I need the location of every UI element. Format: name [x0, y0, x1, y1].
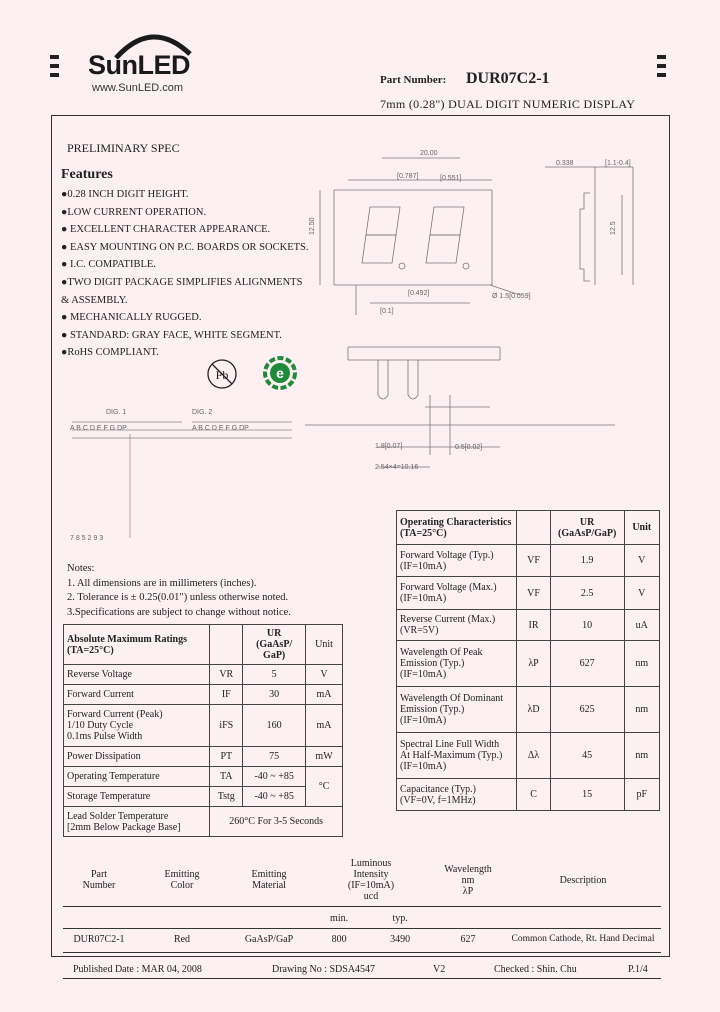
- svg-text:1.8[0.07]: 1.8[0.07]: [375, 443, 403, 450]
- bt-header-material: Emitting Material: [251, 869, 287, 891]
- svg-text:2.54×4=10.16: 2.54×4=10.16: [375, 464, 419, 471]
- feature-item: ●RoHS COMPLIANT.: [61, 347, 159, 359]
- oc-row: Wavelength Of Dominant Emission (Typ.) (IF=10mA) λD 625 nm: [397, 687, 660, 733]
- feature-item: ●LOW CURRENT OPERATION.: [61, 206, 207, 218]
- table-rule: [63, 928, 661, 929]
- note-item: 3.Specifications are subject to change without notice.: [67, 607, 291, 619]
- feature-item: ● EASY MOUNTING ON P.C. BOARDS OR SOCKETS.: [61, 241, 309, 253]
- svg-text:DIG. 2: DIG. 2: [192, 409, 213, 416]
- operating-characteristics-table: [396, 510, 660, 811]
- part-number-label: Part Number:: [380, 74, 447, 86]
- features-title: Features: [61, 167, 113, 182]
- checked-by: Checked : Shin. Chu: [494, 964, 577, 975]
- absolute-max-ratings-table: [63, 624, 343, 837]
- oc-row: Capacitance (Typ.) (VF=0V, f=1MHz) C 15 pF: [397, 779, 660, 811]
- notes-block: [67, 562, 291, 621]
- package-dimension-drawing: [300, 135, 660, 480]
- brand-logo: SunLED: [88, 50, 190, 80]
- left-bars-icon: [50, 55, 59, 82]
- page-number: P.1/4: [628, 964, 648, 975]
- feature-item: ● STANDARD: GRAY FACE, WHITE SEGMENT.: [61, 329, 282, 341]
- oc-row: Spectral Line Full Width At Half-Maximum (Typ.) (IF=10mA) Δλ 45 nm: [397, 733, 660, 779]
- svg-text:DIG. 1: DIG. 1: [106, 409, 127, 416]
- footer-rule: [63, 978, 661, 979]
- svg-text:0.338: 0.338: [556, 160, 574, 167]
- temp-unit: °C: [306, 767, 343, 807]
- svg-text:[0.1]: [0.1]: [380, 308, 394, 315]
- bt-header-wavelength: Wavelength nm λP: [444, 863, 492, 897]
- product-description: 7mm (0.28") DUAL DIGIT NUMERIC DISPLAY: [380, 97, 636, 111]
- published-date: Published Date : MAR 04, 2008: [73, 964, 202, 975]
- bt-header-part: Part Number: [82, 869, 116, 891]
- svg-text:Ø 1.5[0.059]: Ø 1.5[0.059]: [492, 293, 531, 300]
- oc-row: Forward Voltage (Typ.) (IF=10mA) VF 1.9 V: [397, 545, 660, 577]
- amr-row: Forward Current IF 30 mA: [64, 685, 343, 705]
- svg-text:A B C D E F G DP: A B C D E F G DP: [70, 425, 127, 432]
- product-selection-table: [62, 852, 662, 950]
- version: V2: [433, 964, 446, 975]
- svg-text:[0.492]: [0.492]: [408, 290, 430, 297]
- svg-text:[0.551]: [0.551]: [440, 175, 462, 182]
- oc-header-ur: UR (GaAsP/GaP): [550, 511, 624, 545]
- svg-text:7 8 5 2 9 3: 7 8 5 2 9 3: [70, 535, 104, 542]
- feature-item: ●0.28 INCH DIGIT HEIGHT.: [61, 189, 189, 200]
- oc-row: Forward Voltage (Max.) (IF=10mA) VF 2.5 V: [397, 577, 660, 610]
- amr-row: Operating Temperature TA -40 ~ +85 °C: [64, 767, 343, 787]
- feature-item: ● MECHANICALLY RUGGED.: [61, 312, 202, 324]
- amr-header-unit: Unit: [306, 625, 343, 665]
- amr-row: Lead Solder Temperature [2mm Below Package Base] 260°C For 3-5 Seconds: [64, 807, 343, 837]
- bt-sub-min: min.: [330, 912, 349, 924]
- oc-row: Wavelength Of Peak Emission (Typ.) (IF=10mA) λP 627 nm: [397, 641, 660, 687]
- feature-item: ●TWO DIGIT PACKAGE SIMPLIFIES ALIGNMENTS: [61, 276, 303, 288]
- note-item: 1. All dimensions are in millimeters (inches).: [67, 577, 257, 589]
- oc-row: Reverse Current (Max.) (VR=5V) IR 10 uA: [397, 610, 660, 641]
- feature-item: & ASSEMBLY.: [61, 294, 128, 306]
- amr-header-ur: UR (GaAsP/ GaP): [243, 625, 306, 665]
- amr-row: Forward Current (Peak) 1/10 Duty Cycle 0.1ms Pulse Width iFS 160 mA: [64, 705, 343, 747]
- svg-text:A B C D E F G DP: A B C D E F G DP: [192, 425, 249, 432]
- svg-text:[1.1-0.4]: [1.1-0.4]: [605, 160, 631, 167]
- notes-title: Notes:: [67, 563, 95, 574]
- svg-text:12.5: 12.5: [610, 221, 617, 235]
- svg-text:20.00: 20.00: [420, 150, 438, 157]
- eco-label: e: [276, 365, 284, 381]
- oc-header-param: Operating Characteristics (TA=25°C): [397, 511, 517, 545]
- feature-item: ● I.C. COMPATIBLE.: [61, 259, 156, 271]
- svg-text:0.5[0.02]: 0.5[0.02]: [455, 444, 483, 451]
- table-rule: [63, 952, 661, 953]
- svg-text:[0.787]: [0.787]: [397, 173, 419, 180]
- oc-header-unit: Unit: [624, 511, 659, 545]
- bt-header-description: Description: [559, 874, 607, 886]
- note-item: 2. Tolerance is ± 0.25(0.01") unless otherwise noted.: [67, 592, 289, 604]
- spec-status: PRELIMINARY SPEC: [67, 141, 180, 155]
- table-rule: [63, 906, 661, 907]
- feature-item: ● EXCELLENT CHARACTER APPEARANCE.: [61, 224, 271, 236]
- features-list: [61, 186, 308, 362]
- pb-label: Pb: [215, 368, 229, 382]
- svg-text:12.50: 12.50: [309, 217, 316, 235]
- bt-row: DUR07C2-1 Red GaAsP/GaP 800 3490 627 Common Cathode, Rt. Hand Decimal: [73, 933, 655, 945]
- amr-row: Power Dissipation PT 75 mW: [64, 747, 343, 767]
- amr-row: Storage Temperature Tstg -40 ~ +85: [64, 787, 343, 807]
- circuit-diagram: [62, 400, 322, 550]
- pb-free-icon: [205, 357, 239, 391]
- website-url: www.SunLED.com: [92, 82, 184, 94]
- bt-header-color: Emitting Color: [164, 869, 200, 891]
- drawing-number: Drawing No : SDSA4547: [272, 964, 376, 975]
- amr-row: Reverse Voltage VR 5 V: [64, 665, 343, 685]
- right-bars-icon: [657, 55, 666, 82]
- bt-header-intensity: Luminous Intensity (IF=10mA) ucd: [347, 858, 395, 902]
- eco-rohs-icon: [262, 355, 298, 391]
- part-number-value: DUR07C2-1: [466, 70, 550, 87]
- amr-header-param: Absolute Maximum Ratings (TA=25°C): [64, 625, 210, 665]
- bt-sub-typ: typ.: [392, 912, 408, 924]
